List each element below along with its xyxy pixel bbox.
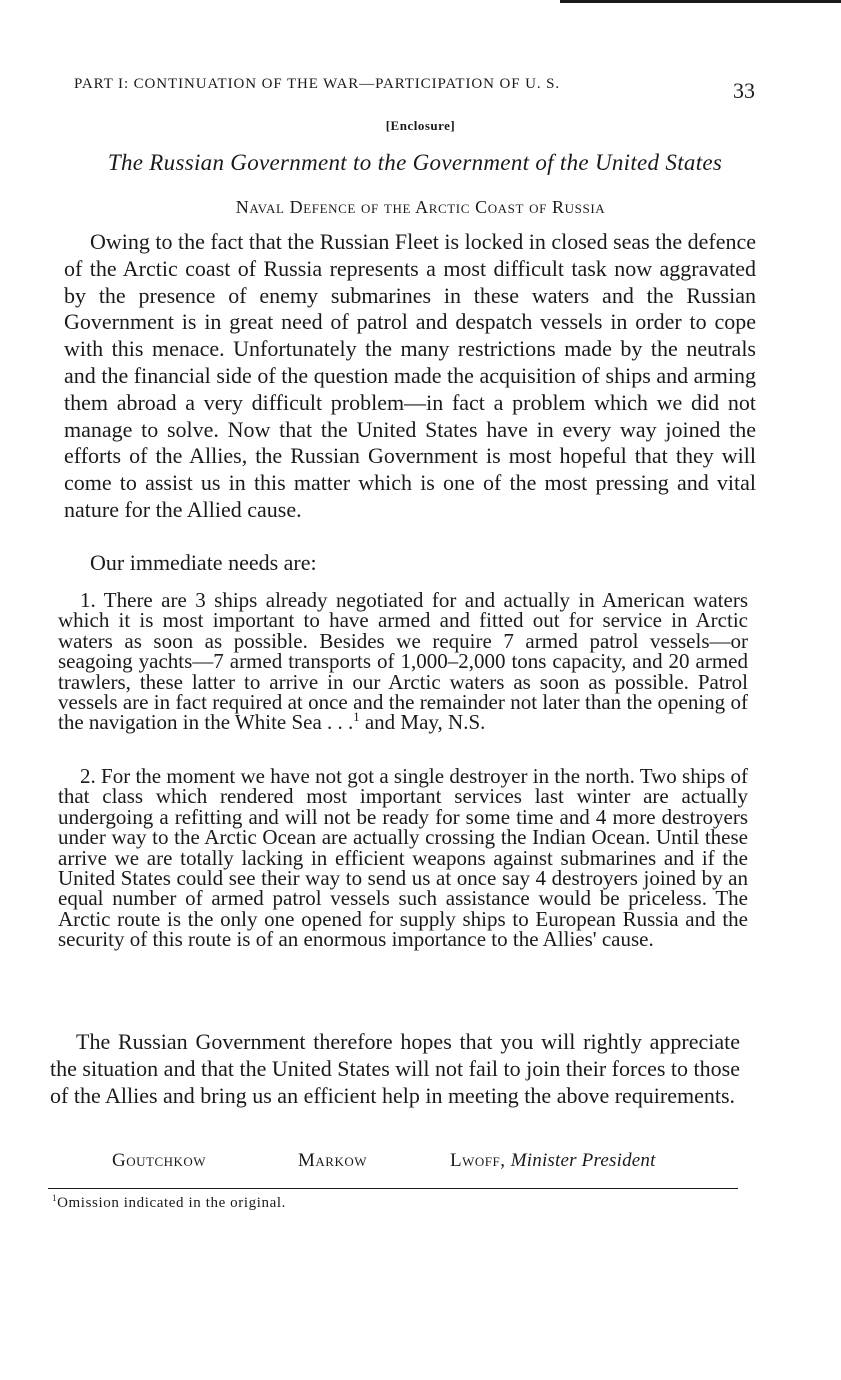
- signature-goutchkow: Goutchkow: [112, 1150, 207, 1171]
- footnote-reference: 1: [353, 710, 360, 725]
- footnote: [52, 1195, 286, 1212]
- needs-item-1-tail: and May, N.S.: [359, 710, 486, 735]
- needs-intro: Our immediate needs are:: [90, 550, 317, 575]
- document-subject: Naval Defence of the Arctic Coast of Russia: [235, 197, 606, 217]
- signature-lwoff-title: Minister President: [510, 1150, 656, 1171]
- needs-item-1: [58, 590, 748, 733]
- needs-item-2: 2. For the moment we have not got a single destroyer in the north. Two ships of that class which rendered most important services last winter are actually undergoing a refitting and will not be ready for some time and 4 more destroyers under way to the Arctic Ocean are actually crossing the Indian Ocean. Until these arrive we are totally lacking in efficient weapons against submarines and if the United States could see their way to send us at once say 4 destroyers joined by an equal number of armed patrol vessels such assistance would be priceless. The Arctic route is the only one opened for supply ships to European Russia and the security of this route is of an enormous importance to the Allies' cause.: [58, 764, 748, 952]
- running-head: PART I: CONTINUATION OF THE WAR—PARTICIPATION OF U. S.: [74, 76, 561, 92]
- signature-markow: Markow: [298, 1150, 367, 1171]
- top-edge-rule: [560, 0, 841, 3]
- page-number: 33: [733, 78, 755, 103]
- footnote-divider: [48, 1188, 738, 1189]
- document-title: The Russian Government to the Government of the United States: [107, 150, 723, 175]
- closing-paragraph: The Russian Government therefore hopes that you will rightly appreciate the situation and that the United States will not fail to join their forces to those of the Allies and bring us an efficient help in meeting the above requirements.: [50, 1029, 740, 1108]
- body-paragraph-1: Owing to the fact that the Russian Fleet is locked in closed seas the defence of the Arctic coast of Russia represents a most difficult task now aggravated by the presence of enemy submarines in these waters and the Russian Government is in great need of patrol and despatch vessels in order to cope with this menace. Unfortunately the many restrictions made by the neutrals and the financial side of the question made the acquisition of ships and arming them abroad a very difficult problem—in fact a problem which we did not manage to solve. Now that the United States have in every way joined the efforts of the Allies, the Russian Government is most hopeful that they will come to assist us in this matter which is one of the most pressing and vital nature for the Allied cause.: [64, 229, 756, 522]
- enclosure-label: [Enclosure]: [385, 118, 456, 133]
- signature-lwoff-name: Lwoff,: [450, 1150, 506, 1171]
- footnote-marker: 1: [52, 1193, 58, 1203]
- signature-lwoff: [450, 1150, 656, 1172]
- needs-item-1-text: 1. There are 3 ships already negotiated for and actually in American waters which it is most important to have armed and fitted out for service in Arctic waters as soon as possible. Besides we require 7 armed patrol vessels—or seagoing yachts—7 armed transports of 1,000–2,000 tons capacity, and 20 armed trawlers, these latter to arrive in our Arctic waters as soon as possible. Patrol vessels are in fact required at once and the remainder not later than the opening of the navigation in the White Sea . . .: [58, 588, 748, 735]
- footnote-text: Omission indicated in the original.: [57, 1195, 286, 1211]
